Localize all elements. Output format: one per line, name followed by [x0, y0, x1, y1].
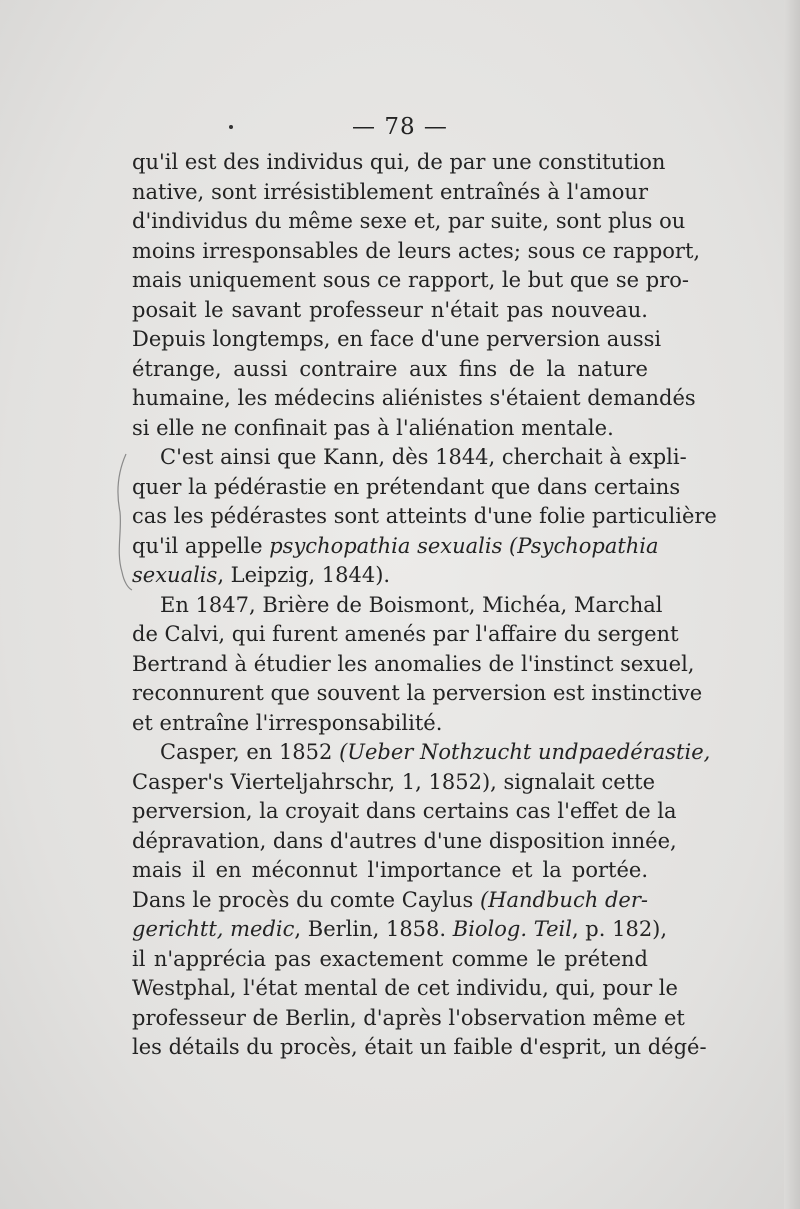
text-run: Depuis longtemps, en face d'une perversion aussi — [132, 327, 662, 351]
text-line — [132, 709, 648, 739]
text-line — [132, 266, 689, 296]
text-run: dépravation, dans d'autres d'une disposition innée, — [132, 828, 677, 853]
text-line — [132, 915, 668, 945]
text-run: posait le savant professeur n'était pas nouveau. — [132, 297, 648, 322]
text-run: , Berlin, 1858. — [294, 917, 453, 941]
italic-run: (Handbuch der- — [479, 887, 648, 912]
text-line — [132, 443, 687, 473]
text-run: C'est ainsi que Kann, dès 1844, cherchait à expli- — [160, 445, 687, 469]
text-run: d'individus du même sexe et, par suite, sont plus ou — [132, 209, 686, 233]
text-line — [132, 384, 696, 414]
text-line — [132, 325, 662, 355]
text-run: , Leipzig, 1844). — [217, 563, 391, 587]
text-line — [132, 945, 648, 975]
text-line — [132, 679, 703, 709]
text-run: étrange, aussi contraire aux fins de la nature — [132, 356, 648, 381]
text-line — [132, 738, 711, 768]
text-line — [132, 856, 648, 886]
text-run: perversion, la croyait dans certains cas l'effet de la — [132, 799, 677, 823]
italic-run: (Ueber Nothzucht undpaedérastie, — [339, 740, 711, 764]
text-line — [132, 768, 656, 798]
text-run: , p. 182), — [571, 917, 668, 941]
text-run: quer la pédérastie en prétendant que dans certains — [132, 474, 681, 499]
text-run: si elle ne confinait pas à l'aliénation mentale. — [132, 415, 614, 440]
text-run: les détails du procès, était un faible d'esprit, un dégé- — [132, 1035, 707, 1059]
text-run: professeur de Berlin, d'après l'observation même et — [132, 1005, 685, 1030]
text-line — [132, 207, 686, 237]
text-run: qu'il est des individus qui, de par une constitution — [132, 150, 666, 174]
text-line — [132, 886, 648, 916]
page-number: — 78 — — [352, 114, 448, 140]
page-edge-shadow — [784, 0, 800, 1209]
text-line — [132, 414, 648, 444]
text-run: Casper, en 1852 — [160, 740, 340, 764]
text-line — [132, 797, 677, 827]
text-run: Bertrand à étudier les anomalies de l'instinct sexuel, — [132, 651, 695, 676]
italic-run: gerichtt, medic — [132, 917, 295, 941]
text-line — [132, 827, 677, 857]
text-line — [132, 1004, 685, 1034]
text-line — [132, 974, 678, 1004]
italic-run: Biolog. Teil — [452, 917, 572, 941]
text-line — [132, 296, 648, 326]
text-run: Dans le procès du comte Caylus — [132, 887, 480, 912]
text-run: Westphal, l'état mental de cet individu, qui, pour le — [132, 976, 678, 1000]
text-run: humaine, les médecins aliénistes s'étaient demandés — [132, 386, 696, 410]
text-run: reconnurent que souvent la perversion est instinctive — [132, 681, 703, 705]
text-line — [132, 532, 659, 562]
body-text — [132, 148, 717, 1063]
text-line — [132, 561, 648, 591]
text-line — [132, 473, 681, 503]
text-run: mais il en méconnut l'importance et la portée. — [132, 858, 648, 882]
margin-bracket-mark — [112, 452, 134, 592]
text-run: Casper's Vierteljahrschr, 1, 1852), signalait cette — [132, 769, 656, 794]
text-line — [132, 650, 695, 680]
text-run: cas les pédérastes sont atteints d'une folie particulière — [132, 504, 717, 528]
text-line — [132, 355, 648, 385]
text-run: il n'apprécia pas exactement comme le prétend — [132, 946, 648, 971]
text-run: de Calvi, qui furent amenés par l'affaire du sergent — [132, 622, 679, 646]
text-run: mais uniquement sous ce rapport, le but que se pro- — [132, 268, 689, 292]
text-line — [132, 591, 663, 621]
text-line — [132, 620, 679, 650]
text-line — [132, 1033, 707, 1063]
text-run: En 1847, Brière de Boismont, Michéa, Marchal — [160, 592, 663, 617]
text-line — [132, 237, 701, 267]
italic-run: sexualis — [132, 563, 218, 587]
text-run: qu'il appelle — [132, 533, 270, 558]
text-run: moins irresponsables de leurs actes; sous ce rapport, — [132, 238, 701, 263]
text-line — [132, 502, 717, 532]
italic-run: psychopathia sexualis (Psychopathia — [269, 533, 659, 558]
text-line — [132, 148, 666, 178]
text-run: native, sont irrésistiblement entraînés à l'amour — [132, 179, 648, 204]
text-run: et entraîne l'irresponsabilité. — [132, 710, 443, 735]
text-line — [132, 178, 648, 208]
